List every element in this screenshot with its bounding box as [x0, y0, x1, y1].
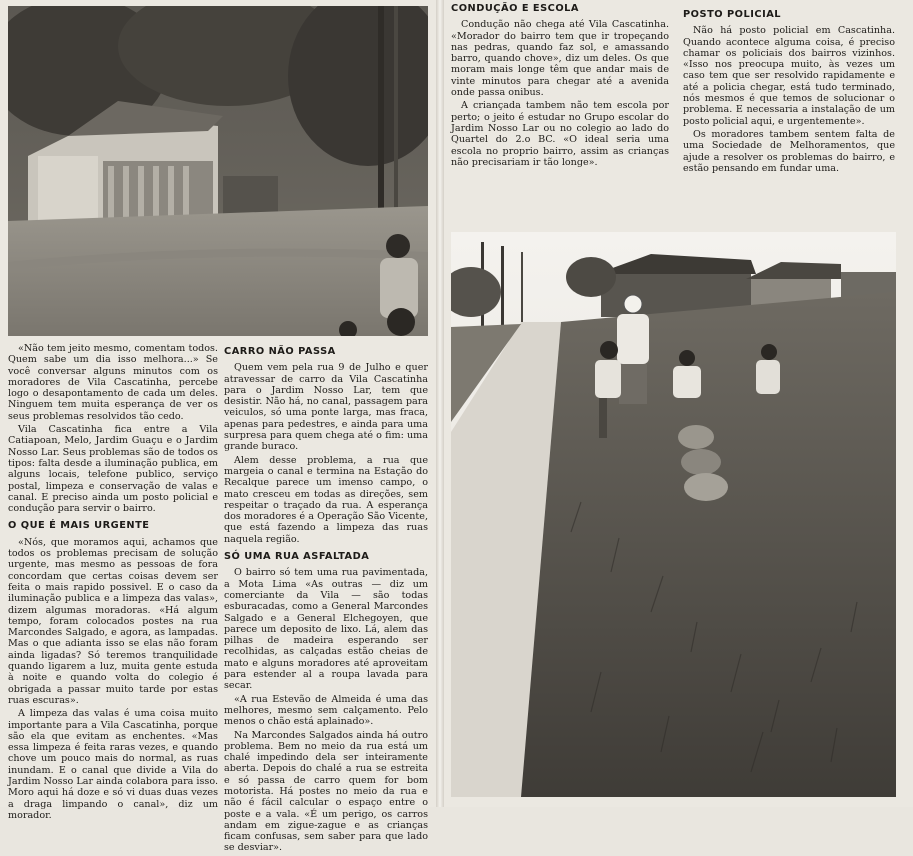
paragraph: Alem desse problema, a rua que margeia o canal e termina na Estação do Recalque parece um imenso campo, o mato cresceu em todas as direções, sem respeitar o traçado da rua. A esperança dos moradores é a Operação São Vicente, que está fazendo a limpeza das ruas naquela região.: [224, 454, 428, 545]
article-column-3: [451, 3, 669, 170]
paragraph: «A rua Estevão de Almeida é uma das melhores, mesmo sem calçamento. Pelo menos o chão está aplainado».: [224, 693, 428, 728]
section-heading: CARRO NÃO PASSA: [224, 346, 336, 357]
paragraph: Os moradores tambem sentem falta de uma Sociedade de Melhoramentos, que ajude a resolver os problemas do bairro, e estão pensando em fundar uma.: [683, 128, 895, 174]
photo-children-walking-by-canal: [451, 232, 896, 797]
article-column-4: [683, 9, 895, 176]
article-column-1: [8, 343, 218, 823]
paragraph: Vila Cascatinha fica entre a Vila Catiapoan, Melo, Jardim Guaçu e o Jardim Nosso Lar. Seus problemas são de todos os tipos: falta desde a iluminação publica, em alguns locais, telefone publico, serviço postal, limpeza e conservação de valas e canal. E preciso ainda um posto policial e condução para servir o bairro.: [8, 424, 218, 515]
paragraph: O bairro só tem uma rua pavimentada, a Mota Lima «As outras — diz um comerciante da Vila — são todas esburacadas, como a General Marcondes Salgado e a General Elchegoyen, que parece um deposito de lixo. Lá, alem das pilhas de madeira esperando ser recolhidas, as calçadas estão cheias de mato e alguns moradores até aproveitam para estender al a roupa lavada para secar.: [224, 567, 428, 692]
section-heading: SÓ UMA RUA ASFALTADA: [224, 551, 370, 563]
article-column-2: [224, 343, 428, 856]
section-heading: CONDUÇÃO E ESCOLA: [451, 3, 580, 14]
paragraph: Quem vem pela rua 9 de Julho e quer atravessar de carro da Vila Cascatinha para o Jardim Nosso Lar, tem que desistir. Não há, no canal, passagem para veiculos, só uma ponte larga, mas fraca, apenas para pedestres, e ainda para uma surpresa para quem chega até o fim: uma grande buraco.: [224, 362, 428, 453]
paragraph: Não há posto policial em Cascatinha. Quando acontece alguma coisa, é preciso chamar os policiais dos bairros vizinhos. «Isso nos preocupa muito, às vezes um caso tem que ser resolvido rapidamente e até a policia chegar, está tudo terminado, nós mesmos é que temos de solucionar o problema. E necessaria a instalação de um posto policial aqui, e urgentemente».: [683, 25, 895, 127]
paragraph: «Não tem jeito mesmo, comentam todos. Quem sabe um dia isso melhora...» Se você conversar alguns minutos com os moradores de Vila Cascatinha, percebe logo o desapontamento de cada um deles. Ninguem tem muita esperança de ver os seus problemas resolvidos tão cedo.: [8, 343, 218, 422]
paragraph: A criançada tambem não tem escola por perto; o jeito é estudar no Grupo escolar do Jardim Nosso Lar ou no colegio ao lado do Quartel do 2.o BC. «O ideal seria uma escola no proprio bairro, assim as crianças não precisariam ir tão longe».: [451, 100, 669, 168]
paragraph: Condução não chega até Vila Cascatinha. «Morador do bairro tem que ir tropeçando nas pedras, quando faz sol, e amassando barro, quando chove», diz um deles. Os que moram mais longe têm que andar mais de vinte minutos para chegar até a avenida onde passa onibus.: [451, 19, 669, 99]
paragraph: A limpeza das valas é uma coisa muito importante para a Vila Cascatinha, porque são ela que evitam as enchentes. «Mas essa limpeza é feita raras vezes, e quando chove um pouco mais do normal, as ruas inundam. E o canal que divide a Vila do Jardim Nosso Lar ainda colabora para isso. Moro aqui há doze e só vi duas duas vezes a draga limpando o canal», diz um morador.: [8, 708, 218, 821]
paragraph: «Nós, que moramos aqui, achamos que todos os problemas precisam de solução urgente, mas mesmo as pessoas de fora concordam que certas coisas devem ser feita o mais rapido possivel. E o caso da iluminação publica e a limpeza das valas», dizem algumas moradoras. «Há algum tempo, foram colocados postes na rua Marcondes Salgado, e agora, as lampadas. Mas o que adianta isso se elas não foram ainda ligadas? Só teremos tranquilidade quando ligarem a luz, muita gente estuda à noite e quando volta do colegio é obrigada a passar muito tarde por estas ruas escuras».: [8, 536, 218, 706]
page-fold: [436, 0, 444, 807]
photo-houses-dirt-road: [8, 6, 428, 336]
section-heading: POSTO POLICIAL: [683, 9, 782, 20]
section-heading: O QUE É MAIS URGENTE: [8, 520, 150, 532]
paragraph: Na Marcondes Salgados ainda há outro problema. Bem no meio da rua está um chalé impedindo dela ser inteiramente aberta. Depois do chalé a rua se estreita e só passa de carro quem for bom motorista. Há postes no meio da rua e não é fácil calcular o espaço entre o poste e a vala. «É um perigo, os carros andam em zigue-zague e as crianças ficam confusas, sem saber para que lado se desviar».: [224, 729, 428, 854]
